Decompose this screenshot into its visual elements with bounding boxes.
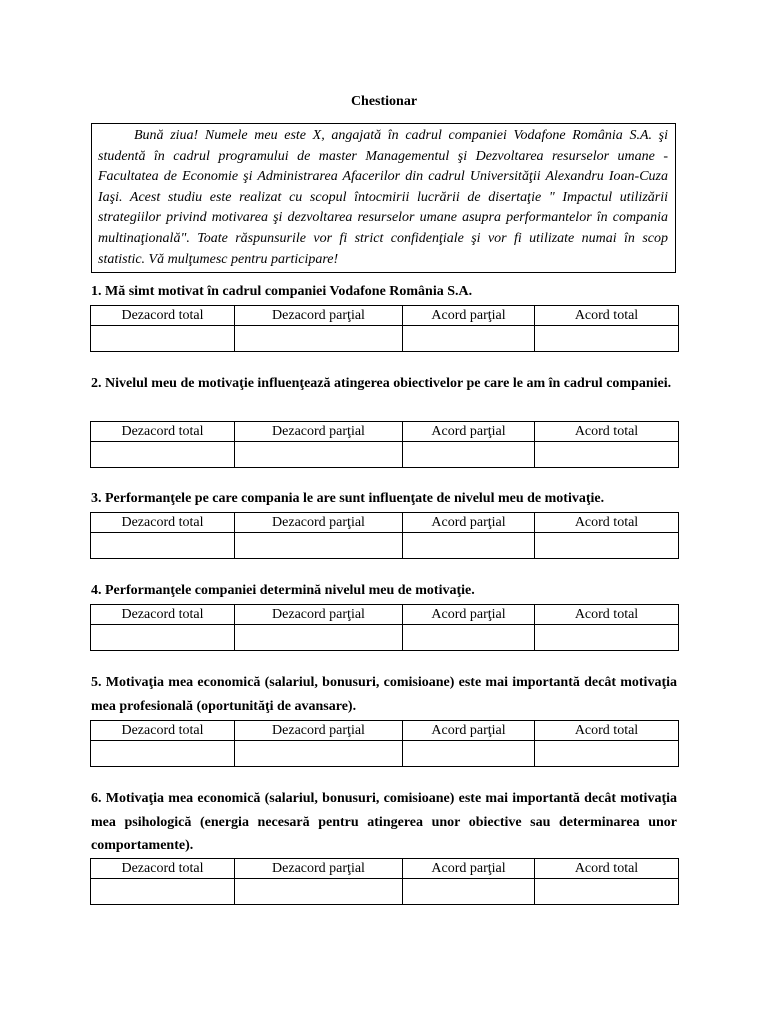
- option-dezacord-total: Dezacord total: [91, 513, 235, 533]
- answer-cell-dezacord-partial[interactable]: [235, 625, 403, 651]
- answer-cell-acord-partial[interactable]: [403, 741, 535, 767]
- answer-cell-acord-partial[interactable]: [403, 326, 535, 352]
- answer-cell-dezacord-total[interactable]: [91, 533, 235, 559]
- option-dezacord-total: Dezacord total: [91, 859, 235, 879]
- option-dezacord-partial: Dezacord parţial: [235, 513, 403, 533]
- option-acord-total: Acord total: [535, 859, 679, 879]
- answer-cell-acord-total[interactable]: [535, 533, 679, 559]
- answer-cell-acord-partial[interactable]: [403, 879, 535, 905]
- answer-table-2: [90, 421, 679, 468]
- option-acord-partial: Acord parţial: [403, 859, 535, 879]
- option-acord-total: Acord total: [535, 306, 679, 326]
- question-5: 5. Motivaţia mea economică (salariul, bonusuri, comisioane) este mai importantă decât motivaţia mea profesională (oportunităţi de avansare).: [91, 675, 677, 714]
- answer-table-6: [90, 858, 679, 905]
- answer-header-row: [91, 721, 679, 741]
- answer-header-row: [91, 605, 679, 625]
- answer-header-row: [91, 513, 679, 533]
- answer-header-row: [91, 306, 679, 326]
- answer-cell-dezacord-partial[interactable]: [235, 533, 403, 559]
- option-acord-total: Acord total: [535, 605, 679, 625]
- answer-table-3: [90, 512, 679, 559]
- answer-cell-dezacord-total[interactable]: [91, 442, 235, 468]
- question-4: 4. Performanţele companiei determină nivelul meu de motivaţie.: [91, 583, 475, 598]
- intro-box: [91, 123, 676, 273]
- option-dezacord-partial: Dezacord parţial: [235, 306, 403, 326]
- answer-input-row: [91, 442, 679, 468]
- answer-cell-dezacord-total[interactable]: [91, 326, 235, 352]
- answer-cell-dezacord-total[interactable]: [91, 625, 235, 651]
- answer-input-row: [91, 326, 679, 352]
- answer-input-row: [91, 741, 679, 767]
- answer-cell-dezacord-partial[interactable]: [235, 741, 403, 767]
- option-dezacord-partial: Dezacord parţial: [235, 605, 403, 625]
- option-acord-total: Acord total: [535, 513, 679, 533]
- answer-header-row: [91, 859, 679, 879]
- answer-cell-dezacord-partial[interactable]: [235, 442, 403, 468]
- option-dezacord-total: Dezacord total: [91, 422, 235, 442]
- question-2: 2. Nivelul meu de motivaţie influenţează atingerea obiectivelor pe care le am în cadrul companiei.: [91, 376, 672, 391]
- answer-cell-acord-total[interactable]: [535, 879, 679, 905]
- answer-cell-dezacord-total[interactable]: [91, 879, 235, 905]
- answer-cell-acord-partial[interactable]: [403, 533, 535, 559]
- answer-table-1: [90, 305, 679, 352]
- answer-cell-dezacord-partial[interactable]: [235, 879, 403, 905]
- answer-cell-acord-total[interactable]: [535, 625, 679, 651]
- answer-cell-acord-total[interactable]: [535, 442, 679, 468]
- answer-cell-acord-partial[interactable]: [403, 625, 535, 651]
- option-acord-total: Acord total: [535, 422, 679, 442]
- option-acord-partial: Acord parţial: [403, 513, 535, 533]
- intro-text: Bună ziua! Numele meu este X, angajată în cadrul companiei Vodafone România S.A. şi studentă în cadrul programului de master Managementul şi Dezvoltarea resurselor umane - Facultatea de Economie şi Administrarea Afacerilor din cadrul Universităţii Alexandru Ioan-Cuza Iaşi. Acest studiu este realizat cu scopul întocmirii lucrării de disertaţie " Impactul utilizării strategiilor privind motivarea şi dezvoltarea resurselor umane asupra performantelor în compania multinaţională". Toate răspunsurile vor fi strict confidenţiale şi vor fi utilizate numai în scop statistic. Vă mulţumesc pentru participare!: [98, 128, 668, 267]
- option-dezacord-partial: Dezacord parţial: [235, 422, 403, 442]
- answer-table-5: [90, 720, 679, 767]
- option-dezacord-partial: Dezacord parţial: [235, 721, 403, 741]
- option-acord-partial: Acord parţial: [403, 721, 535, 741]
- question-6: 6. Motivaţia mea economică (salariul, bonusuri, comisioane) este mai importantă decât motivaţia mea psihologică (energia necesară pentru atingerea unor obiective sau determinarea unor comportamente).: [91, 791, 677, 853]
- answer-input-row: [91, 533, 679, 559]
- answer-cell-dezacord-total[interactable]: [91, 741, 235, 767]
- answer-cell-acord-partial[interactable]: [403, 442, 535, 468]
- page-title: Chestionar: [350, 94, 418, 109]
- answer-cell-acord-total[interactable]: [535, 326, 679, 352]
- option-dezacord-total: Dezacord total: [91, 306, 235, 326]
- option-acord-partial: Acord parţial: [403, 306, 535, 326]
- option-acord-total: Acord total: [535, 721, 679, 741]
- answer-input-row: [91, 879, 679, 905]
- option-acord-partial: Acord parţial: [403, 422, 535, 442]
- question-3: 3. Performanţele pe care compania le are sunt influenţate de nivelul meu de motivaţie.: [91, 491, 605, 506]
- option-dezacord-total: Dezacord total: [91, 605, 235, 625]
- option-acord-partial: Acord parţial: [403, 605, 535, 625]
- answer-table-4: [90, 604, 679, 651]
- answer-cell-dezacord-partial[interactable]: [235, 326, 403, 352]
- question-1: 1. Mă simt motivat în cadrul companiei Vodafone România S.A.: [91, 284, 473, 299]
- answer-header-row: [91, 422, 679, 442]
- option-dezacord-total: Dezacord total: [91, 721, 235, 741]
- answer-cell-acord-total[interactable]: [535, 741, 679, 767]
- answer-input-row: [91, 625, 679, 651]
- option-dezacord-partial: Dezacord parţial: [235, 859, 403, 879]
